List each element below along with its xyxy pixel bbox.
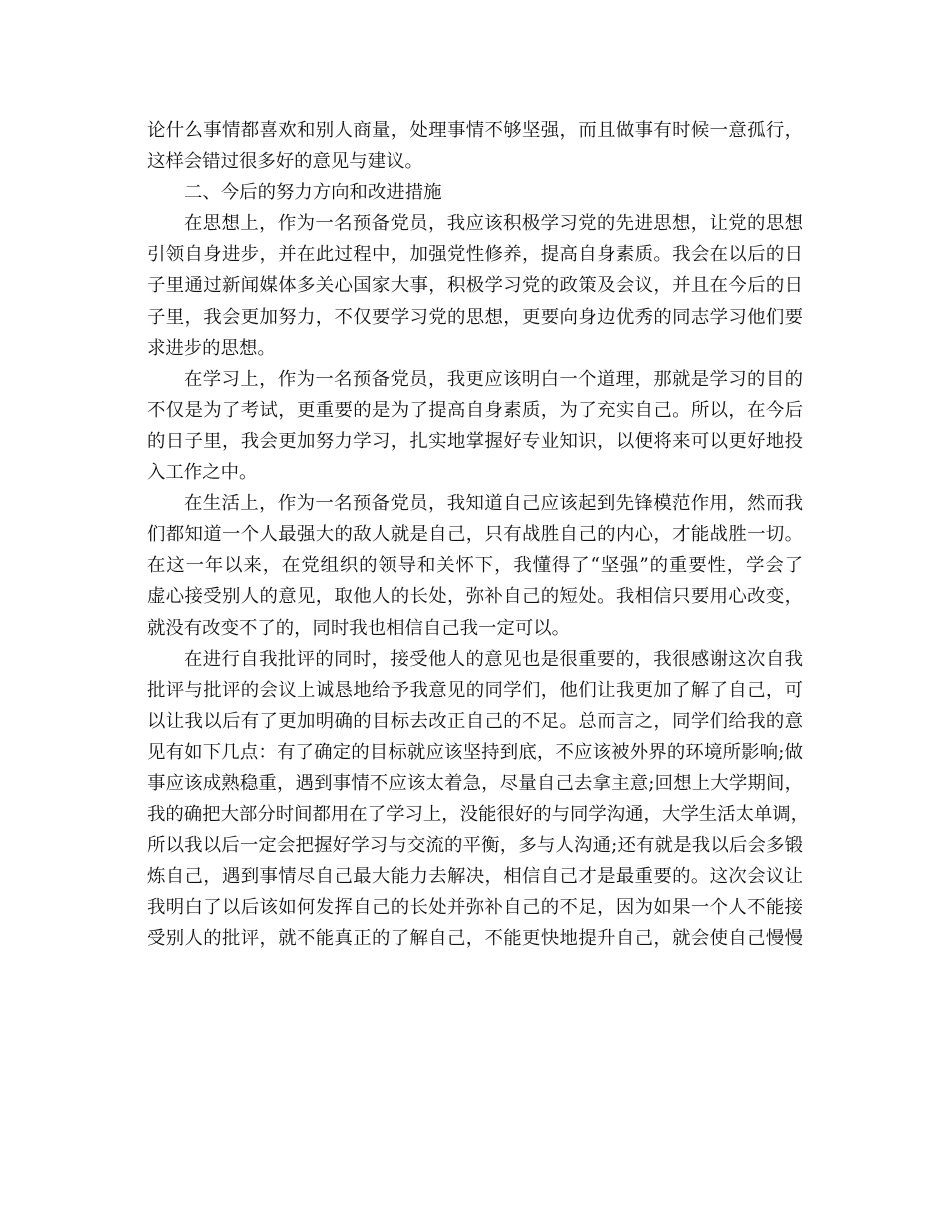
- text-line: 在进行自我批评的同时，接受他人的意见也是很重要的，我很感谢这次自我: [184, 648, 803, 670]
- text-line: 的日子里，我会更加努力学习，扎实地掌握好专业知识，以便将来可以更好地投: [147, 430, 803, 452]
- text-line: 子里通过新闻媒体多关心国家大事，积极学习党的政策及会议，并且在今后的日: [147, 275, 803, 297]
- text-line: 在学习上，作为一名预备党员，我更应该明白一个道理，那就是学习的目的: [184, 368, 803, 390]
- text-line: 引领自身进步，并在此过程中，加强党性修养，提高自身素质。我会在以后的日: [147, 244, 803, 266]
- text-line: 见有如下几点：有了确定的目标就应该坚持到底，不应该被外界的环境所影响;做: [147, 741, 803, 763]
- text-line: 在生活上，作为一名预备党员，我知道自己应该起到先锋模范作用，然而我: [184, 493, 803, 515]
- text-line: 论什么事情都喜欢和别人商量，处理事情不够坚强，而且做事有时候一意孤行，: [147, 120, 803, 141]
- text-line: 不仅是为了考试，更重要的是为了提高自身素质，为了充实自己。所以，在今后: [147, 399, 803, 421]
- text-line: 二、今后的努力方向和改进措施: [184, 182, 442, 204]
- text-line: 就没有改变不了的，同时我也相信自己我一定可以。: [147, 617, 570, 639]
- text-line: 在思想上，作为一名预备党员，我应该积极学习党的先进思想，让党的思想: [184, 213, 803, 235]
- text-line: 虚心接受别人的意见，取他人的长处，弥补自己的短处。我相信只要用心改变，: [147, 586, 803, 608]
- text-line: 子里，我会更加努力，不仅要学习党的思想，更要向身边优秀的同志学习他们要: [147, 306, 803, 328]
- document-body: [147, 115, 810, 955]
- text-line: 们都知道一个人最强大的敌人就是自己，只有战胜自己的内心，才能战胜一切。: [147, 524, 803, 546]
- text-line: 以让我以后有了更加明确的目标去改正自己的不足。总而言之，同学们给我的意: [147, 710, 803, 732]
- text-line: 批评与批评的会议上诚恳地给予我意见的同学们，他们让我更加了解了自己，可: [147, 679, 803, 701]
- text-line: 事应该成熟稳重，遇到事情不应该太着急，尽量自己去拿主意;回想上大学期间，: [147, 772, 803, 794]
- text-line: 受别人的批评，就不能真正的了解自己，不能更快地提升自己，就会使自己慢慢: [147, 928, 803, 950]
- text-line: 这样会错过很多好的意见与建议。: [147, 151, 423, 173]
- text-line: 炼自己，遇到事情尽自己最大能力去解决，相信自己才是最重要的。这次会议让: [147, 866, 803, 888]
- text-line: 我明白了以后该如何发挥自己的长处并弥补自己的不足，因为如果一个人不能接: [147, 897, 803, 919]
- text-line: 求进步的思想。: [147, 337, 276, 359]
- text-line: 在这一年以来，在党组织的领导和关怀下，我懂得了“坚强”的重要性，学会了: [147, 555, 803, 577]
- text-line: 入工作之中。: [147, 462, 258, 484]
- text-line: 所以我以后一定会把握好学习与交流的平衡，多与人沟通;还有就是我以后会多锻: [147, 835, 803, 857]
- text-line: 我的确把大部分时间都用在了学习上，没能很好的与同学沟通，大学生活太单调，: [147, 804, 810, 826]
